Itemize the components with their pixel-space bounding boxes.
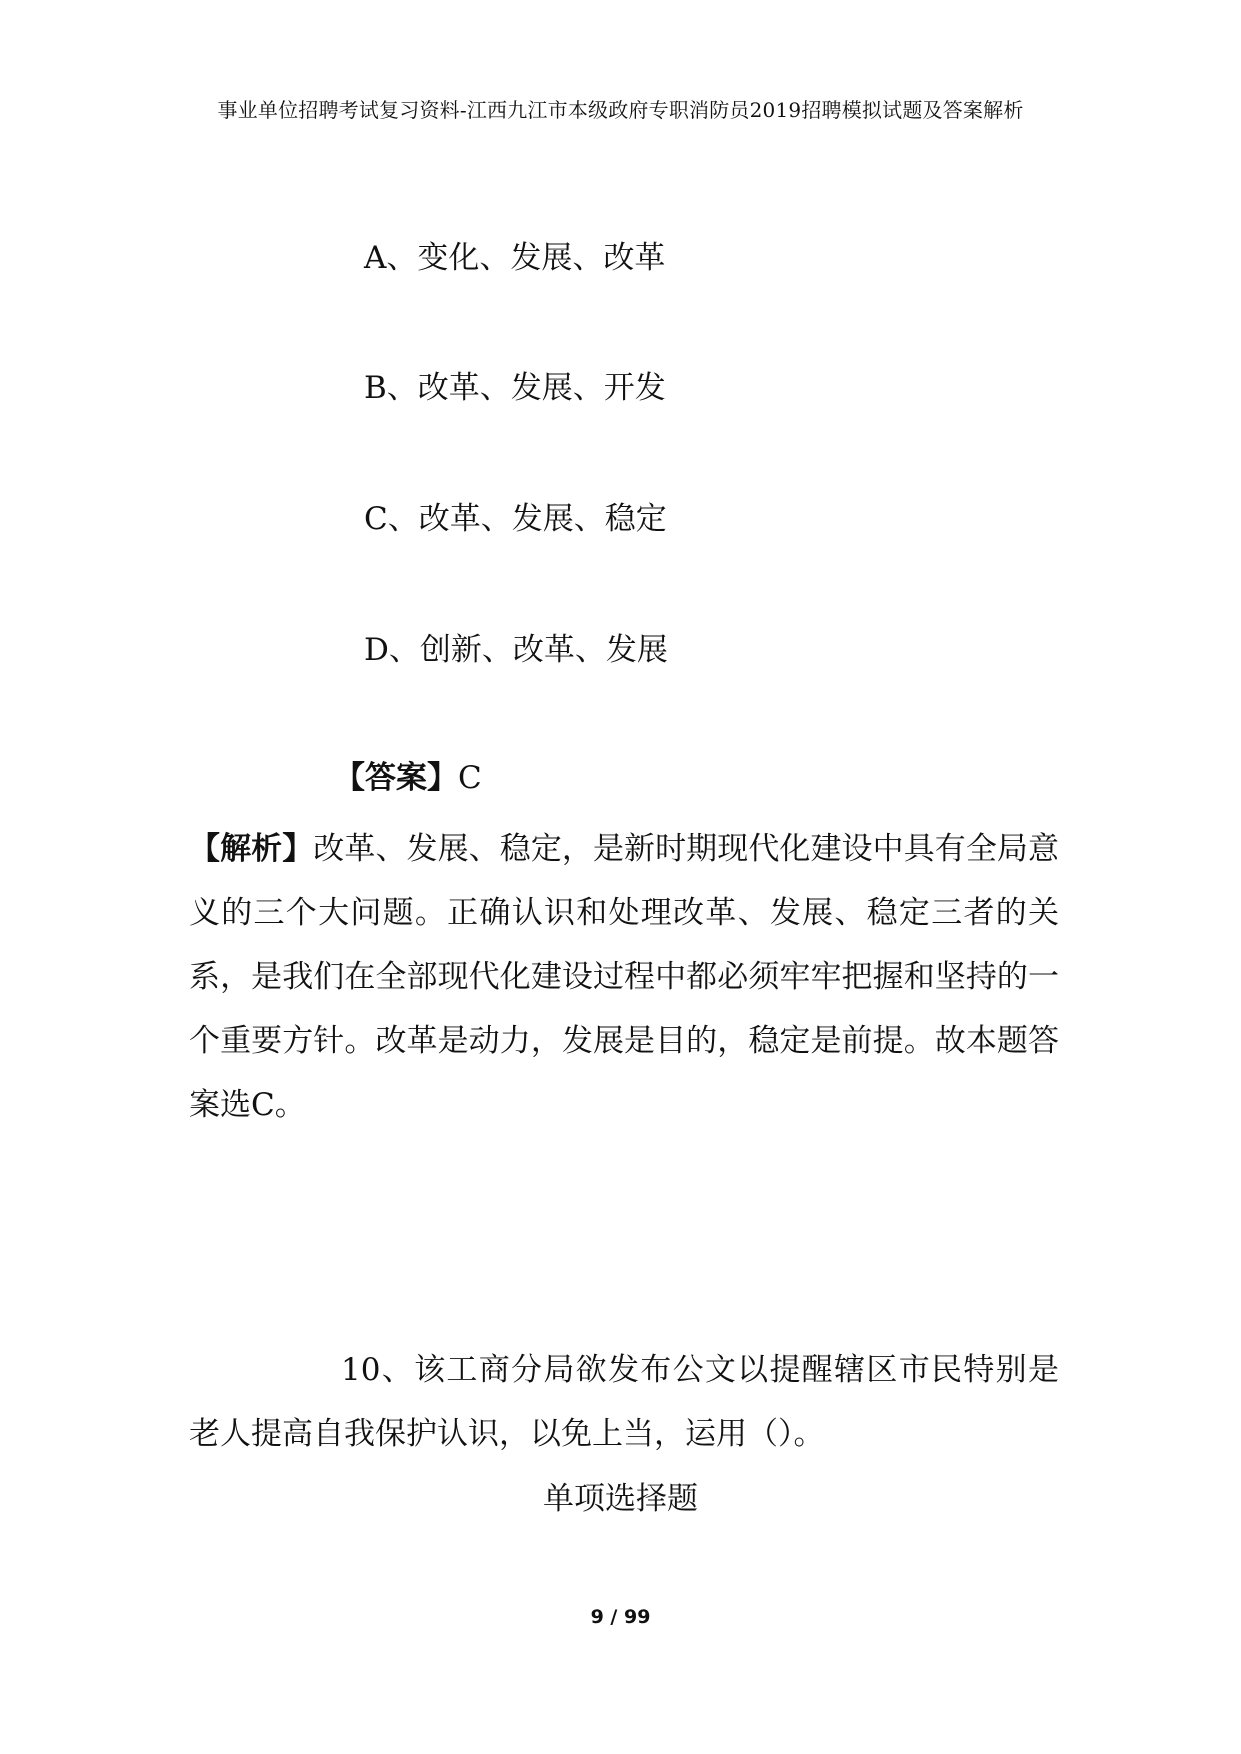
answer-tag: 【答案】 [334, 760, 458, 796]
analysis-paragraph [189, 817, 1059, 1137]
answer-value: C [458, 760, 482, 796]
option-d: D、创新、改革、发展 [364, 632, 668, 668]
page-number: 9 / 99 [590, 1606, 651, 1628]
analysis-text: 改革、发展、稳定，是新时期现代化建设中具有全局意义的三个大问题。正确认识和处理改革、发展、稳定三者的关系，是我们在全部现代化建设过程中都必须牢牢把握和坚持的一个重要方针。改革是动力，发展是目的，稳定是前提。故本题答案选C。 [189, 831, 1059, 1123]
running-header: 事业单位招聘考试复习资料-江西九江市本级政府专职消防员2019招聘模拟试题及答案解析 [217, 98, 1024, 122]
answer-line [334, 752, 482, 797]
option-a: A、变化、发展、改革 [364, 240, 666, 276]
question-type: 单项选择题 [543, 1481, 698, 1517]
question-stem: 10、该工商分局欲发布公文以提醒辖区市民特别是老人提高自我保护认识，以免上当，运用（）。 [189, 1352, 1059, 1452]
option-b: B、改革、发展、开发 [364, 370, 666, 406]
option-c: C、改革、发展、稳定 [364, 501, 667, 537]
analysis-tag: 【解析】 [189, 831, 314, 867]
